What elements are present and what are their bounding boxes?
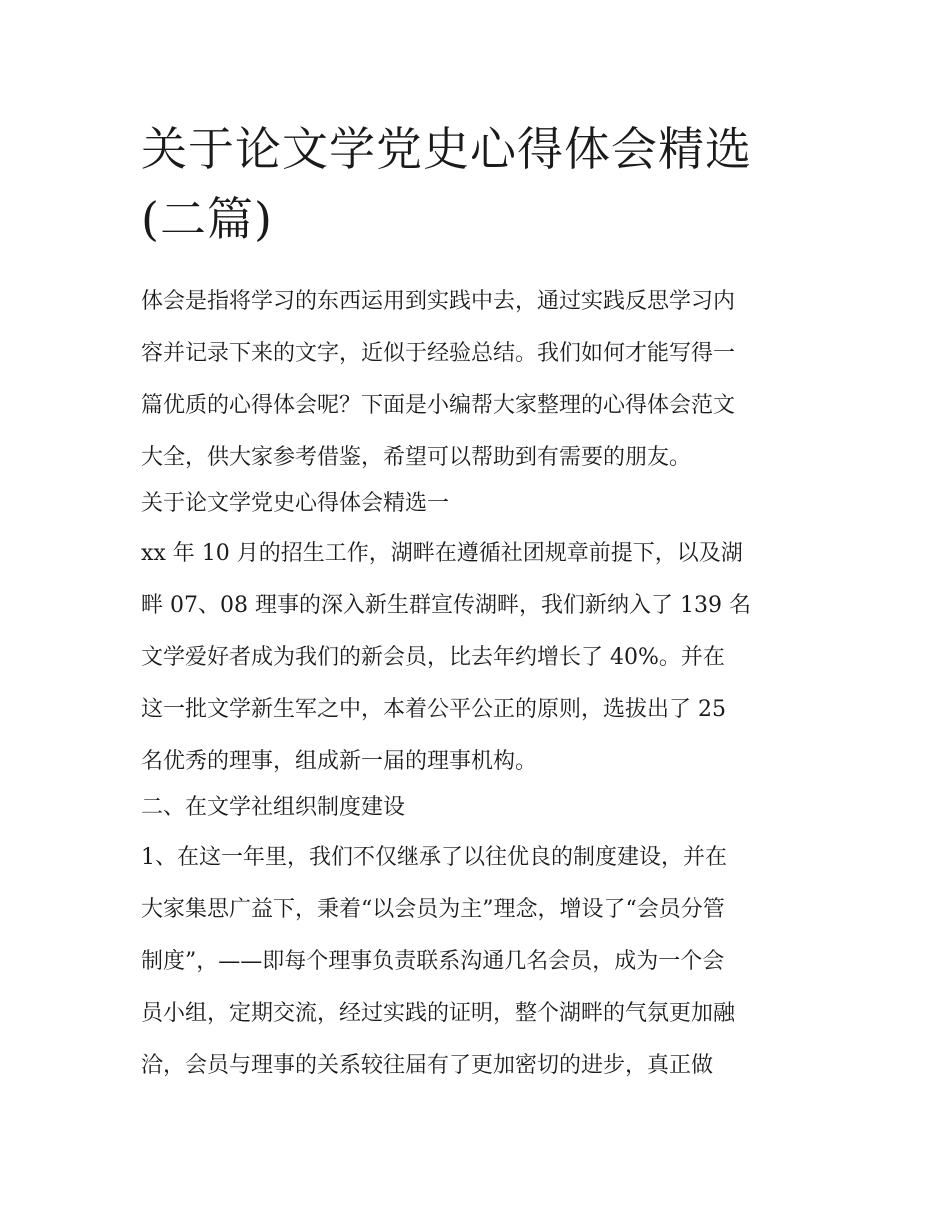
recruitment-paragraph: xx 年 10 月的招生工作，湖畔在遵循社团规章前提下，以及湖 畔 07、08 理事的深入新生群宣传湖畔，我们新纳入了 139 名 文学爱好者成为我们的新会员，比去年约增长了 40%。并在 这一批文学新生军之中，本着公平公正的原则，选拔出了 25 名优秀的理事，组成新一届的理事机构。 xyxy=(141,541,751,774)
system-building-paragraph: 1、在这一年里，我们不仅继承了以往优良的制度建设，并在 大家集思广益下，秉着“以会员为主”理念，增设了“会员分管 制度”，——即每个理事负责联系沟通几名会员，成为一个会 员小组，定期交流，经过实践的证明，整个湖畔的气氛更加融 洽，会员与理事的关系较往届有了更加密切的进步，真正做 xyxy=(141,845,736,1078)
section-heading-organization: 二、在文学社组织制度建设 xyxy=(141,795,406,820)
intro-paragraph: 体会是指将学习的东西运用到实践中去，通过实践反思学习内 容并记录下来的文字，近似于经验总结。我们如何才能写得一 篇优质的心得体会呢？下面是小编帮大家整理的心得体会范文 大全，供大家参考借鉴，希望可以帮助到有需要的朋友。 xyxy=(141,289,736,470)
document-title: 关于论文学党史心得体会精选 (二篇) xyxy=(141,122,752,246)
section-heading-essay-one: 关于论文学党史心得体会精选一 xyxy=(141,491,450,516)
